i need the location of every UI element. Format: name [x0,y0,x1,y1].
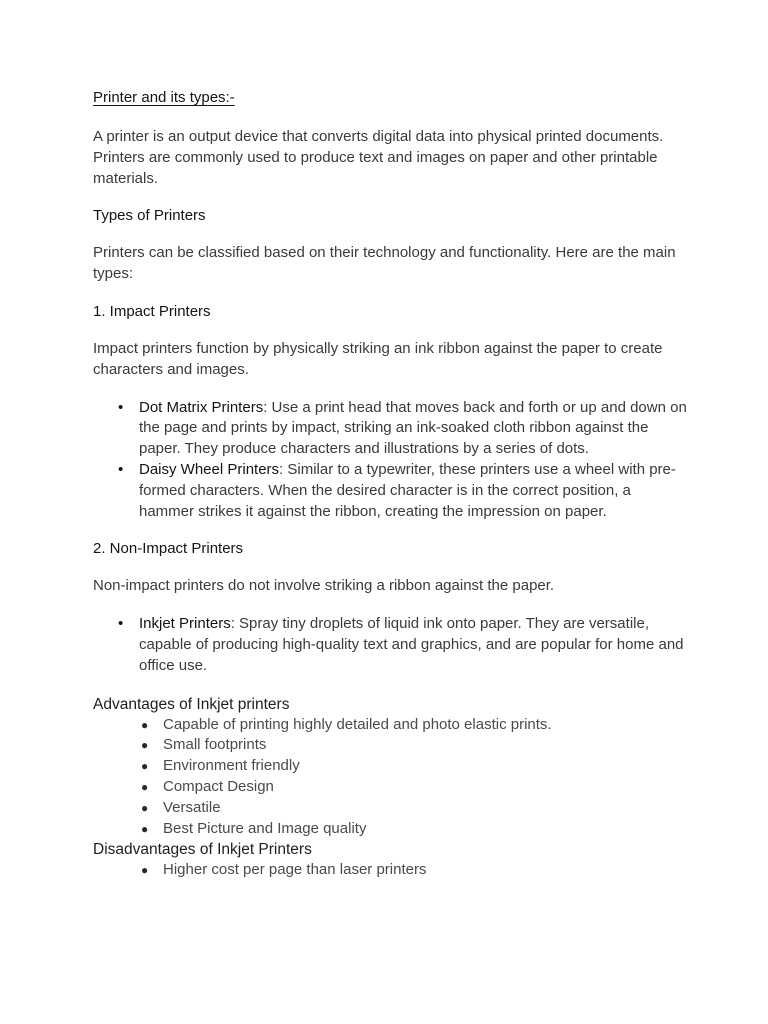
list-item [93,715,688,736]
list-item-text: Versatile [163,798,221,816]
advantages-heading: Advantages of Inkjet printers [93,695,290,713]
bullet-icon: • [118,615,124,633]
impact-printers-heading: 1. Impact Printers [93,302,211,320]
types-intro-paragraph: Printers can be classified based on their technology and functionality. Here are the main types: [93,244,676,283]
bullet-icon: ● [141,863,149,878]
list-item [93,860,688,881]
list-item-term: Dot Matrix Printers [139,398,264,416]
list-item [93,460,688,522]
non-impact-printers-heading: 2. Non-Impact Printers [93,540,244,558]
list-item-text: Compact Design [163,777,274,795]
bullet-icon: ● [141,779,149,794]
list-item [93,756,688,777]
list-item [93,819,688,840]
types-heading: Types of Printers [93,207,206,225]
list-item [93,614,688,676]
list-item-text: : Use a print head that moves back and forth or up and down on the page and prints by impact, striking an ink-soaked cloth ribbon against the paper. They produce characters and illustrations by a series of dots. [139,398,687,458]
list-item-text: Higher cost per page than laser printers [163,861,427,879]
non-impact-printers-description: Non-impact printers do not involve striking a ribbon against the paper. [93,577,555,595]
list-item-text: Capable of printing highly detailed and photo elastic prints. [163,715,552,733]
disadvantages-heading: Disadvantages of Inkjet Printers [93,841,312,859]
list-item [93,735,688,756]
impact-printers-list [93,398,688,523]
list-item-text: : Similar to a typewriter, these printers use a wheel with pre-formed characters. When the desired character is in the correct position, a hammer strikes it against the ribbon, creating the impression on paper. [139,460,676,520]
disadvantages-list [93,860,688,881]
bullet-icon: ● [141,800,149,815]
list-item [93,777,688,798]
list-item-text: Best Picture and Image quality [163,819,367,837]
list-item-text: Small footprints [163,736,267,754]
impact-printers-description: Impact printers function by physically striking an ink ribbon against the paper to create characters and images. [93,339,663,378]
non-impact-printers-list [93,614,688,676]
list-item-text: Environment friendly [163,757,300,775]
intro-paragraph: A printer is an output device that converts digital data into physical printed documents. Printers are commonly used to produce text and images on paper and other printable materials. [93,128,664,187]
list-item-term: Inkjet Printers [139,615,231,633]
bullet-icon: ● [141,759,149,774]
list-item [93,398,688,460]
advantages-list [93,715,688,840]
bullet-icon: • [118,460,124,478]
list-item-text: : Spray tiny droplets of liquid ink onto paper. They are versatile, capable of producing high-quality text and graphics, and are popular for home and office use. [139,615,684,674]
bullet-icon: • [118,398,124,416]
list-item [93,798,688,819]
bullet-icon: ● [141,821,149,836]
list-item-term: Daisy Wheel Printers [139,460,280,478]
page-title: Printer and its types:- [93,89,235,106]
bullet-icon: ● [141,738,149,753]
bullet-icon: ● [141,717,149,732]
